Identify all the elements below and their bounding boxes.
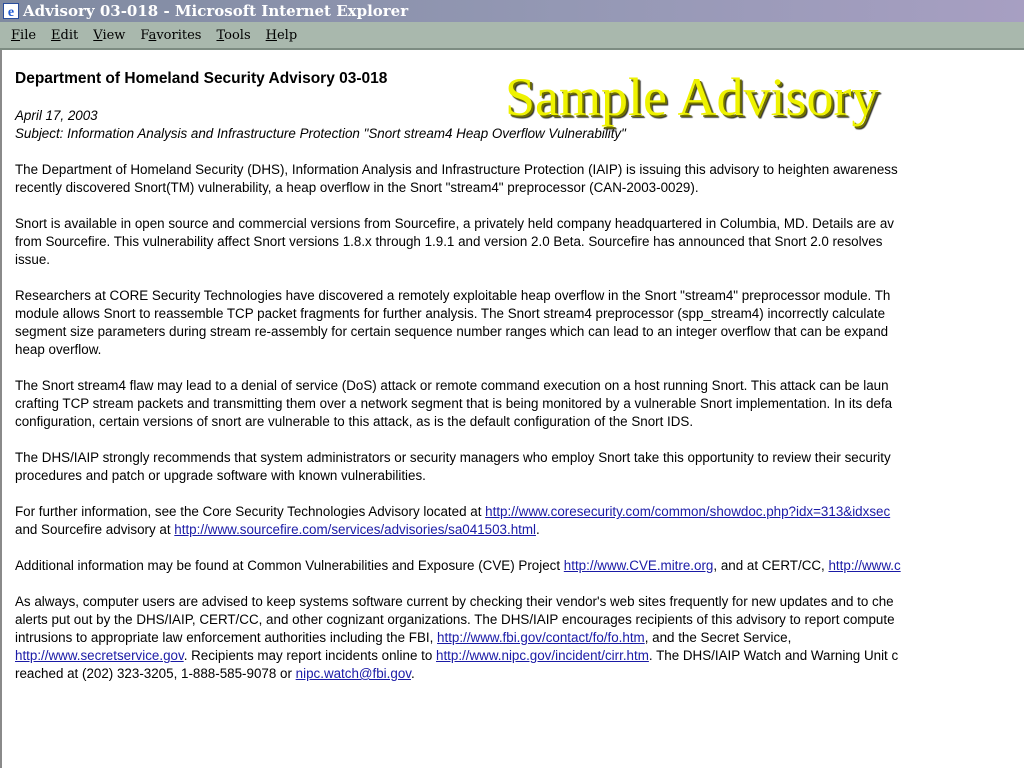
paragraph-line: Snort is available in open source and commercial versions from Sourcefire, a privately held company headquartered in Columbia, MD. Details are av — [15, 216, 894, 231]
text-span: intrusions to appropriate law enforcement authorities including the FBI, — [15, 630, 438, 645]
svg-text:e: e — [7, 5, 15, 19]
text-span: , and the Secret Service, — [644, 630, 792, 645]
text-span: reached at (202) 323-3205, 1-888-585-9078 or — [15, 666, 296, 681]
page-title: Department of Homeland Security Advisory 03-018 — [15, 70, 388, 87]
paragraph-line — [15, 557, 1024, 575]
text-span: For further information, see the Core Security Technologies Advisory located at — [15, 504, 486, 519]
menu-edit[interactable]: Edit — [51, 27, 79, 43]
paragraph-line: As always, computer users are advised to keep systems software current by checking their vendor's web sites frequently for new updates and to che — [15, 594, 894, 609]
window-title: Advisory 03-018 - Microsoft Internet Explorer — [23, 2, 409, 20]
paragraph-line — [15, 629, 1024, 647]
paragraph-line — [15, 647, 1024, 665]
internet-explorer-icon — [3, 3, 19, 19]
menu-favorites[interactable]: Favorites — [140, 27, 202, 43]
menu-bar — [0, 22, 1024, 50]
paragraph-line: segment size parameters during stream re-assembly for certain sequence number ranges which can lead to an integer overflow that can be expand — [15, 324, 889, 339]
nipc-email-link[interactable]: nipc.watch@fbi.gov — [295, 666, 411, 681]
paragraph-line: module allows Snort to reassemble TCP packet fragments for further analysis. The Snort stream4 preprocessor (spp_stream4) incorrectly calculate — [15, 306, 886, 321]
core-security-advisory-link[interactable]: http://www.coresecurity.com/common/showdoc.php?idx=313&idxsec — [485, 504, 891, 519]
paragraph-line — [15, 503, 1024, 521]
paragraph-line: The Snort stream4 flaw may lead to a denial of service (DoS) attack or remote command execution on a host running Snort. This attack can be laun — [15, 378, 889, 393]
paragraph-line: from Sourcefire. This vulnerability affect Snort versions 1.8.x through 1.9.1 and version 2.0 Beta. Sourcefire has announced that Snort 2.0 resolves — [15, 234, 883, 249]
advisory-date: April 17, 2003 — [15, 108, 98, 123]
menu-tools[interactable]: Tools — [216, 27, 251, 43]
secret-service-link[interactable]: http://www.secretservice.gov — [15, 648, 184, 663]
paragraph-line: Researchers at CORE Security Technologies have discovered a remotely exploitable heap overflow in the Snort "stream4" preprocessor module. Th — [15, 288, 891, 303]
cve-link[interactable]: http://www.CVE.mitre.org — [563, 558, 714, 573]
menu-file[interactable]: File — [11, 27, 37, 43]
paragraph-line: recently discovered Snort(TM) vulnerability, a heap overflow in the Snort "stream4" preprocessor (CAN-2003-0029). — [15, 180, 699, 195]
paragraph-line: heap overflow. — [15, 342, 102, 357]
advisory-document — [15, 67, 1024, 683]
page-content[interactable] — [0, 50, 1024, 768]
text-span: . — [410, 666, 415, 681]
advisory-subject: Subject: Information Analysis and Infrastructure Protection "Snort stream4 Heap Overflow Vulnerability" — [15, 126, 626, 141]
paragraph-line: The Department of Homeland Security (DHS), Information Analysis and Infrastructure Protection (IAIP) is issuing this advisory to heighten awareness — [15, 162, 898, 177]
paragraph-line: The DHS/IAIP strongly recommends that system administrators or security managers who employ Snort take this opportunity to review their security — [15, 450, 891, 465]
text-span: and Sourcefire advisory at — [15, 522, 175, 537]
paragraph-line: alerts put out by the DHS/IAIP, CERT/CC, and other cognizant organizations. The DHS/IAIP encourages recipients of this advisory to report compute — [15, 612, 895, 627]
paragraph-line: issue. — [15, 252, 50, 267]
fbi-contact-link[interactable]: http://www.fbi.gov/contact/fo/fo.htm — [437, 630, 645, 645]
window-title-bar[interactable] — [0, 0, 1024, 22]
text-span: . — [536, 522, 540, 537]
sample-advisory-watermark: Sample Advisory — [505, 67, 879, 127]
paragraph-line — [15, 521, 1024, 539]
nipc-incident-link[interactable]: http://www.nipc.gov/incident/cirr.htm — [436, 648, 649, 663]
paragraph-line: procedures and patch or upgrade software with known vulnerabilities. — [15, 468, 426, 483]
text-span: , and at CERT/CC, — [713, 558, 829, 573]
menu-view[interactable]: View — [93, 27, 126, 43]
menu-help[interactable]: Help — [265, 27, 298, 43]
paragraph-line: configuration, certain versions of snort are vulnerable to this attack, as is the default configuration of the Snort IDS. — [15, 414, 694, 429]
text-span: Additional information may be found at Common Vulnerabilities and Exposure (CVE) Project — [15, 558, 564, 573]
paragraph-line — [15, 665, 1024, 683]
paragraph-line: crafting TCP stream packets and transmitting them over a network segment that is being monitored by a vulnerable Snort implementation. In its defa — [15, 396, 893, 411]
text-span: . Recipients may report incidents online to — [183, 648, 437, 663]
sourcefire-advisory-link[interactable]: http://www.sourcefire.com/services/advisories/sa041503.html — [174, 522, 536, 537]
text-span: . The DHS/IAIP Watch and Warning Unit c — [648, 648, 899, 663]
cert-link[interactable]: http://www.c — [828, 558, 901, 573]
